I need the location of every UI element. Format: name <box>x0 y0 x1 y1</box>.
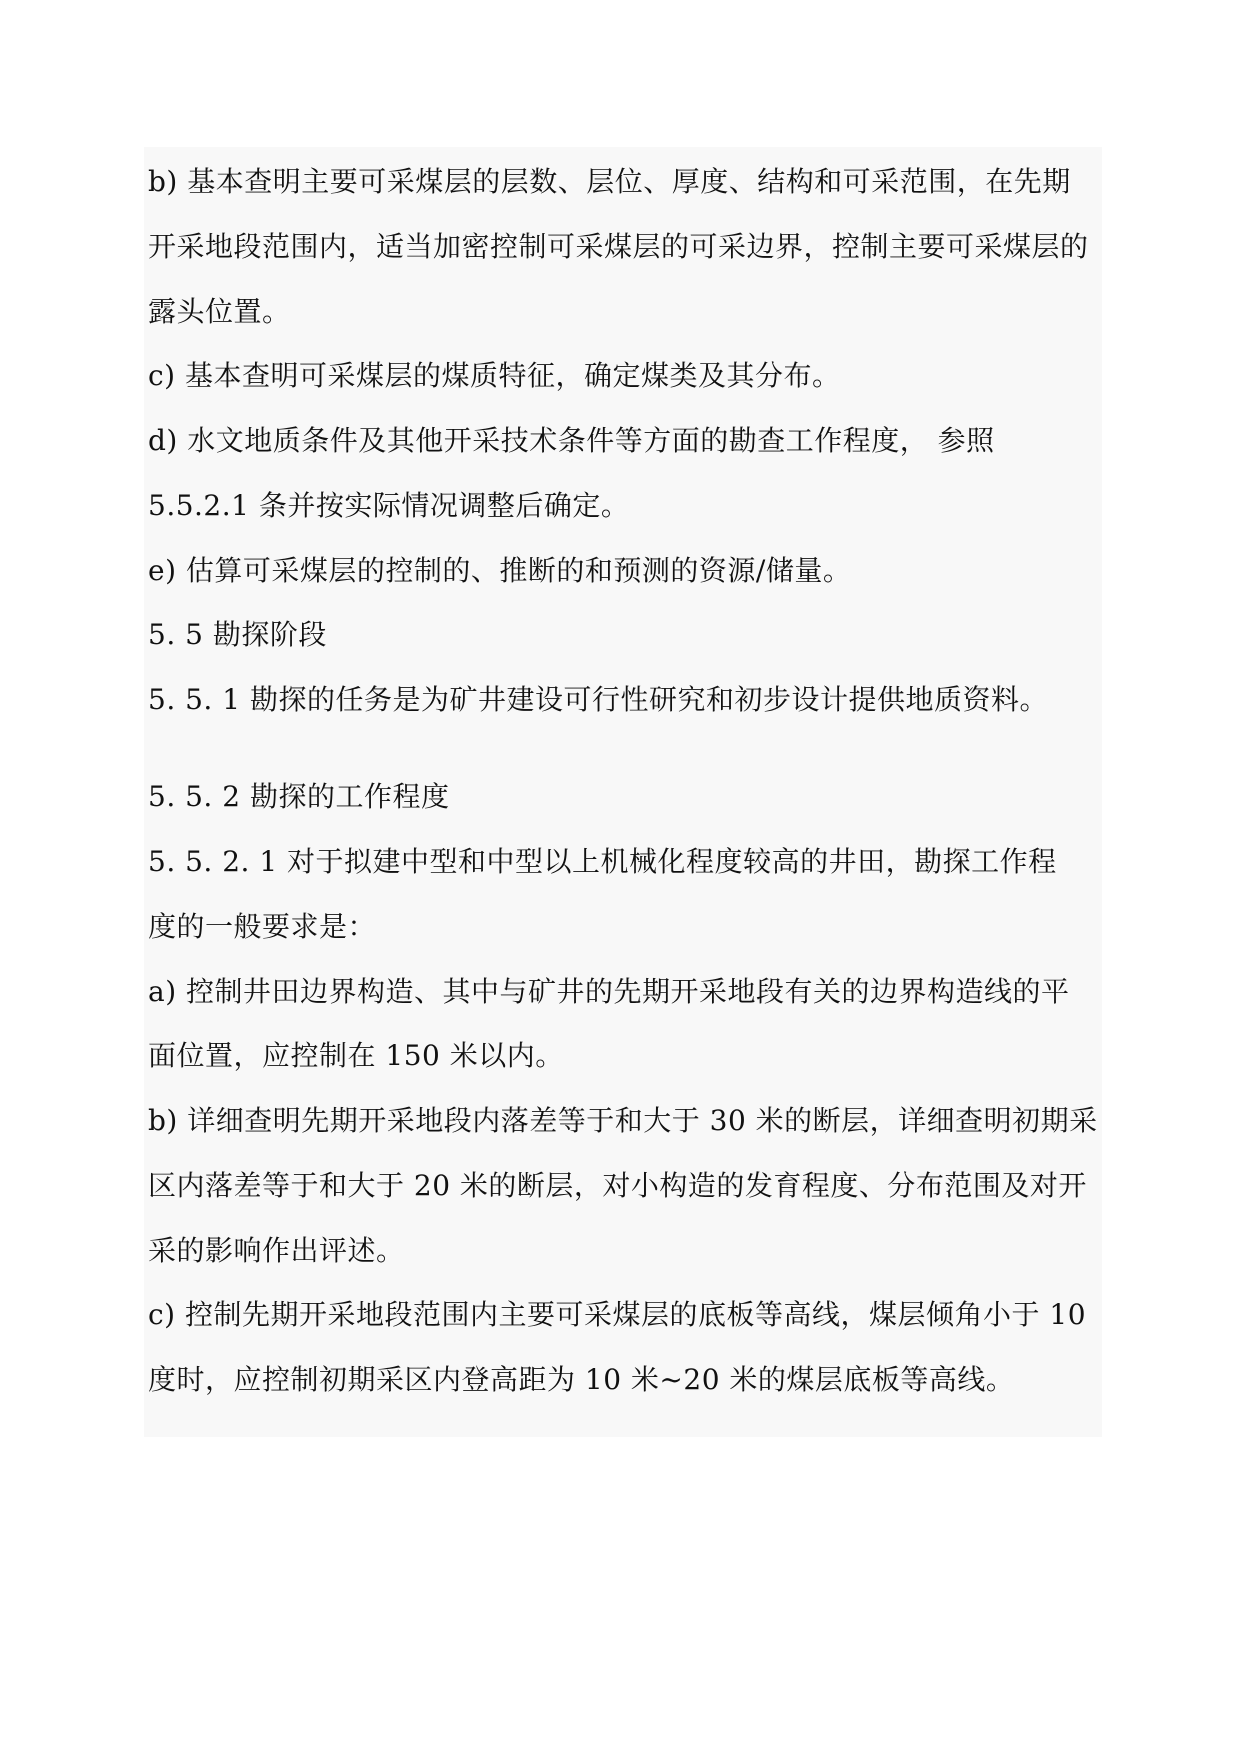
paragraph-c-detail-line-1: c) 控制先期开采地段范围内主要可采煤层的底板等高线，煤层倾角小于 10 <box>148 1298 1087 1331</box>
paragraph-a-line-2: 面位置，应控制在 150 米以内。 <box>148 1039 564 1072</box>
paragraph-b-basic-line-2: 开采地段范围内，适当加密控制可采煤层的可采边界，控制主要可采煤层的 <box>148 230 1089 263</box>
clause-5-5-2-1-line-1: 5. 5. 2. 1 对于拟建中型和中型以上机械化程度较高的井田，勘探工作程 <box>148 845 1057 878</box>
paragraph-b-detail-line-1: b) 详细查明先期开采地段内落差等于和大于 30 米的断层，详细查明初期采 <box>148 1104 1098 1137</box>
paragraph-b-basic-line-1: b) 基本查明主要可采煤层的层数、层位、厚度、结构和可采范围，在先期 <box>148 165 1071 198</box>
clause-5-5-2-1-line-2: 度的一般要求是： <box>148 910 377 943</box>
paragraph-d-line-1: d) 水文地质条件及其他开采技术条件等方面的勘查工作程度， 参照 <box>148 424 995 457</box>
paragraph-e: e) 估算可采煤层的控制的、推断的和预测的资源/储量。 <box>148 554 852 587</box>
paragraph-d-line-2: 5.5.2.1 条并按实际情况调整后确定。 <box>148 489 630 522</box>
paragraph-b-detail-line-3: 采的影响作出评述。 <box>148 1234 405 1267</box>
paragraph-a-line-1: a) 控制井田边界构造、其中与矿井的先期开采地段有关的边界构造线的平 <box>148 975 1070 1008</box>
section-heading-5-5: 5. 5 勘探阶段 <box>148 618 327 651</box>
paragraph-b-basic-line-3: 露头位置。 <box>148 295 291 328</box>
paragraph-b-detail-line-2: 区内落差等于和大于 20 米的断层，对小构造的发育程度、分布范围及对开 <box>148 1169 1087 1202</box>
section-heading-5-5-2: 5. 5. 2 勘探的工作程度 <box>148 780 450 813</box>
clause-5-5-1: 5. 5. 1 勘探的任务是为矿井建设可行性研究和初步设计提供地质资料。 <box>148 683 1048 716</box>
paragraph-c-basic: c) 基本查明可采煤层的煤质特征，确定煤类及其分布。 <box>148 359 841 392</box>
paragraph-c-detail-line-2: 度时，应控制初期采区内登高距为 10 米~20 米的煤层底板等高线。 <box>148 1363 1015 1396</box>
